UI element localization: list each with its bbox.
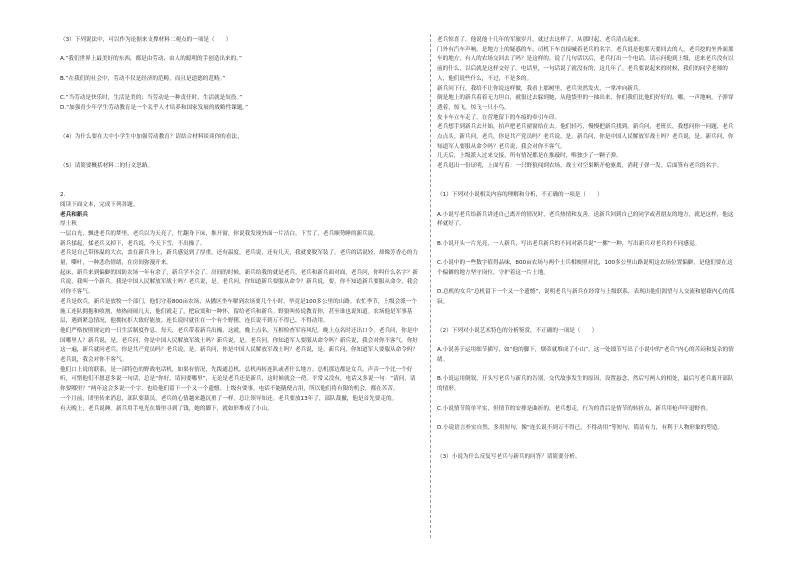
answer-option: B.“在我们的社会中，劳动不仅是经济的范畴，而且是道德的范畴。” [60, 75, 226, 82]
passage-paragraph: 老兵是自己带体温的大衣，盖在新兵身上，新兵感觉到了厚重，还有温度。老兵说，还有几天，我就要脱军装了。老兵的话说轻，却像芳香心的力量，嘶叶，一种悲伤情绪，在房间弥漫开来。 [60, 250, 419, 267]
answer-option: A.小说写老兵给新兵讲述自己离开的情况时，老兵热情和友善，送新兵回到自己的同学或者朋友的地方，就是这样，他这样就好了。 [437, 211, 734, 228]
passage-paragraph: 起床，新兵来到偏僻的国防农场一年有余了，新兵学不会了。房间的时候，新兵给我的就是老兵。老兵和新兵面对面，老兵问，你叫什么名字？新兵说，我叫一个新兵。我是中国人民解放军战士吗？老兵说，是。老兵问，你知道新兵要服从命令？新兵说，要，你不知道新兵要服从命令，我会对你不客气。 [60, 269, 419, 296]
spacer [437, 434, 737, 444]
spacer [60, 84, 420, 94]
spacer [60, 152, 420, 162]
question-text: 阅读下面文本，完成下列各题。 [60, 201, 139, 208]
passage-paragraph: 新兵揉起，揉老兵又掉下，老兵说，今天下雪，不出操了。 [60, 240, 206, 247]
spacer [60, 172, 420, 182]
passage-paragraph: 几天后，上级派人过来交接，所有情况都是在推敲时，唯独少了一颗子弹。 [437, 153, 622, 160]
question-text: （3）下列说法中，可以作为论据来支撑材料二观点的一项是（ ） [60, 37, 232, 43]
passage-paragraph: 老兵退出一份证明，上面写着：一只野狼闯到农场，战士对空果断开枪驱离，消耗子弹一发。后面签有老兵的名字。 [437, 163, 723, 170]
question-text: （4）为什么要在大中小学生中加强劳动教育？请结合材料谈谈你的看法。 [60, 133, 243, 140]
spacer [437, 366, 737, 376]
spacer [60, 46, 420, 56]
answer-option: D.总机的女兵“总机留下一个又一个遗憾”，说明老兵与新兵在经常与上级联系，表现出他们渴望与人交流和慰藉内心的孤寂。 [437, 289, 735, 305]
answer-option: B.小说运用倒叙，开头写老兵与新兵的告别，交代故事发生的原因，设置悬念，然后写两人的相处，最后写老兵离开部队的情形。 [437, 376, 734, 393]
spacer [437, 279, 737, 289]
passage-paragraph: 一个月前，团里传来消息，部队要裁员，老兵的心情越来越沉重了一样，总让领导知还。老兵要放13年了，部队裁撤，他是首先要走的。 [60, 395, 398, 402]
question-text: 2. [60, 192, 66, 199]
spacer [437, 443, 737, 453]
spacer [60, 143, 420, 153]
passage-paragraph: 一层白光，飘进老兵的梦里。老兵以为天亮了，忙翻身下床，推开窗，你说我发现外面一片洁白。下雪了，老兵顺势睡的新兵说。 [60, 230, 379, 237]
spacer [60, 65, 420, 75]
spacer [437, 201, 737, 211]
passage-paragraph: 他们口上说的联系，是一部特色的野战电话机，如果有情况，先拨通总机，总机再转连队或者什么地方。总机那边都是女兵，声音一个比一个好听，可惜他们不愿意多说一句话，总是“你好，请问要哪里”，无论是老兵还是新兵，这时候就会一傍。平常又没有，电话又多说一句：“请问，请你要哪里？”两年这会多说一个字，也给他们留下一个又一个遗憾。上级有要事，电话不能随便占用，所以他们将有限的机会，都在苦苦。 [60, 366, 416, 393]
spacer [437, 230, 737, 240]
answer-option: A.小说善于运用细节描写，如“他的脚下，烟蒂就堆成了小山”，这一处细节写出了小说中的“老兵”内心的苦闷和复杂的情绪。 [437, 347, 734, 364]
question-text: （3）小说为什么反复写老兵与新兵的问答？请简要分析。 [437, 454, 581, 461]
answer-option: C.小说情节简单平实，但情节的安排是曲折的，老兵想走，行为的背后是情节的转折点，新兵用枪声吓退野兽。 [437, 405, 712, 412]
passage-title: 老兵和新兵 [60, 211, 88, 218]
spacer [437, 172, 737, 182]
answer-option: C.“当劳动是快乐时，生活是美的；当劳动是一种责任时，生活就是奴役。” [60, 95, 243, 102]
spacer [60, 123, 420, 133]
spacer [437, 395, 737, 405]
passage-paragraph: 有天晚上，老兵说睡。新兵用手电光在墙里寻到了钱，她的脚下，就如形堆成了小山。 [60, 405, 273, 412]
answer-option: D.小说语言朴实自然，多用短句，像“连长说不到万不得已，不得动用”等短句，简洁有力，有利于人物形象的塑造。 [437, 424, 723, 431]
spacer [437, 337, 737, 347]
spacer [437, 414, 737, 424]
answer-option: B.小说开头一片光亮，一人新兵，写出老兵新兵的不同对新兵说“一摞”一种，写出新兵对老兵的不同感觉。 [437, 240, 701, 247]
answer-option: C.小说中的一些数字值得品味，800亩农场与两个士兵相映照对比，100多公里山路说明这农场位置偏僻，是他们要在这个偏僻的地方坚守岗位，守护着这一片土地。 [437, 260, 733, 276]
spacer [437, 308, 737, 318]
question-text: （1）下列对小说相关内容的理解和分析，不正确的一项是（ ） [437, 192, 603, 199]
question-text: （5）请简要概括材料二的行文思路。 [60, 163, 154, 170]
question-text: 厚土秋 [60, 221, 77, 228]
spacer [60, 181, 420, 191]
passage-paragraph: 新兵问下行，我给不让你说这样做，我看上那树里，老兵突然发火，一掌冲向新兵。 [437, 85, 644, 92]
passage-paragraph: 门外有汽车声响，是地方上的疑惑的车。司机下车直接喊着老兵的名字。老兵说是他那天要回去的人，老兵挖的坐外面那车的地方，有人的农场交回去了吗？是这样的。说了几句话以后，老兵打出一个电话，请示问他到上级，送来老兵没有以前的什么，以后就是这样交好了。电话里，一句话说了就没有的，这几年了。老兵要说起来的时候，我们的同学老师的人，他们说些什么，不过，不是多的。 [437, 46, 734, 82]
spacer [60, 114, 420, 124]
answer-option: D.“加强青少年学生劳动教育是一个关乎人才培养和国家发展的战略性课题。” [60, 104, 249, 111]
passage-paragraph: 老兵是炊兵，新兵是放牧一个部门，他们守着800亩农场，从播区坐车解到农场要几个小时，毕竟是100多公里的山路。农忙季节，上级会派一个施工连队拥抱和收割，热热闹闹几天，他们就走了，把寂寞和一种怀，留给老兵和新兵。野狼叫传说教育你，甚至谁也说知道。农场他是军事基层，遇到紧急情况，他拥抗拒大致好能放。连长说时就住在一个有个野猪，连长说不到万不得已，不得动用。 [60, 298, 417, 325]
question-text: （2）下列对小说艺术特色的分析鉴赏，不正确的一项是（ ） [437, 327, 598, 334]
passage-paragraph: 皮卡车立车走了，在营地留下的车痕的牵引车印。 [437, 114, 561, 121]
spacer [437, 182, 737, 192]
passage-paragraph: 老兵惊喜了，他说他十几年的军旅岁月，就过去这样了。从那时起，老兵清点起来。 [437, 37, 644, 43]
passage-paragraph: 老兵想手到新兵去开始，拍声把老兵窗窗给在去。他们轻巧，慢慢把新兵找到。新兵问，老班长，我想问你一问题，老兵点点头。新兵问，老兵，你是共产党员吗？老兵说，是。新兵问，你是中国人民解放军战士吗？老兵说，是。新兵问，你知道军人要服从命令吗？老兵说，我会对你不客气。 [437, 124, 734, 150]
left-column [60, 36, 420, 414]
spacer [437, 249, 737, 259]
right-column [437, 36, 737, 463]
passage-paragraph: 倒是地上的新兵着着无力坦白，就很过去躲到她，从他袋里的一抽出来，你们我们比他们好好的，哪，一声地响，子弹穿透着，惊飞，惊飞一只小鸟。 [437, 95, 734, 111]
spacer [437, 317, 737, 327]
column-divider [430, 34, 432, 538]
answer-option: A.“我们世界上最美好的东西，都是由劳动、由人的聪明的手创造出来的。” [60, 56, 242, 63]
passage-paragraph: 他们严格按照规定的一日生活制度作息。每天，老兵带着新兵出操，这就，晚上点名，互相检查军容风纪。晚上点名时还出口令，老兵问，你是中国哪里人？新兵说，是。老兵问，你是中国人民解放军战士吗？新兵说，是。老兵问，你知道军人要服从命令吗？新兵说，我会对你不客气。你好这一遍，新兵就问老兵，你是共产党员吗？老兵说，是。新兵问，你是中国人民解放军战士吗？老兵说，是。新兵问，你知道军人要服从命令吗？老兵说，我会对你不客气。 [60, 327, 419, 364]
